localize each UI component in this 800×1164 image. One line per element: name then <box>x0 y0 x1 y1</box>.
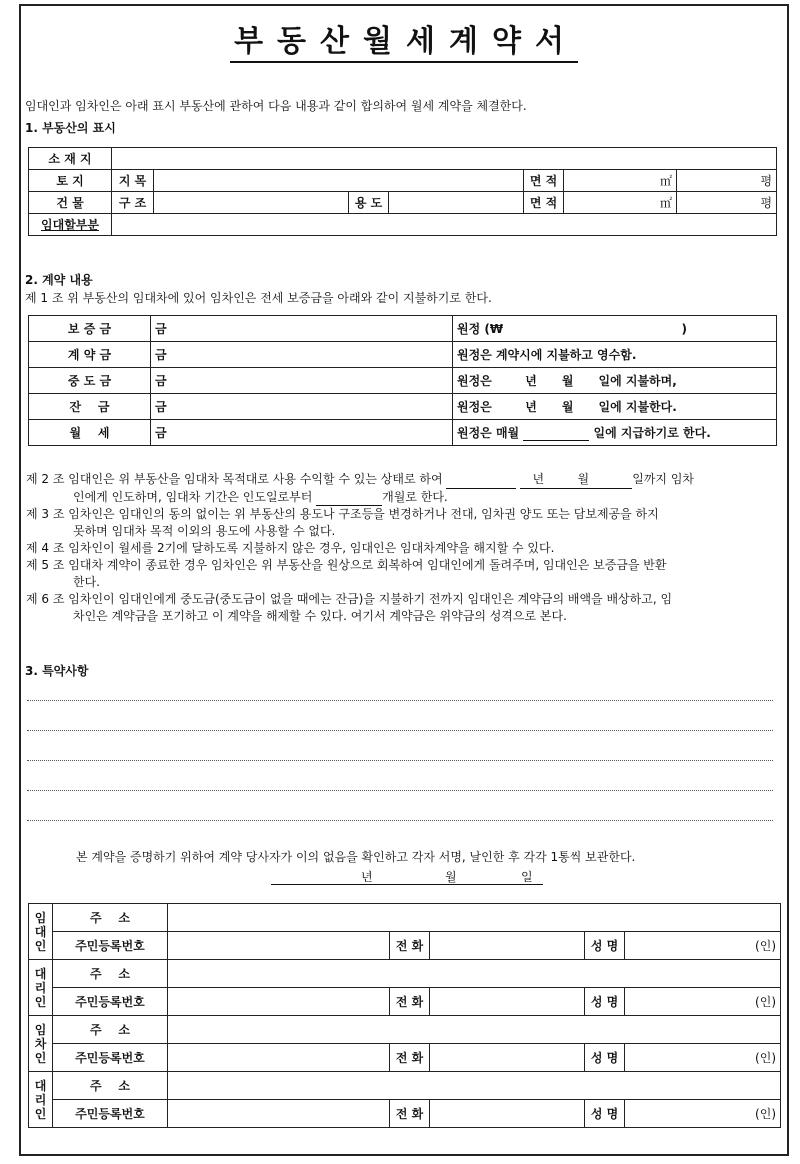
landlord-name-field[interactable]: (인) <box>625 932 781 960</box>
special-terms-line[interactable] <box>27 790 773 791</box>
landlord-agent-address-label: 주 소 <box>53 960 168 988</box>
payment-row <box>29 394 777 420</box>
land-sqm-field[interactable]: ㎡ <box>564 170 677 192</box>
article3-line1: 제 3 조 임차인은 임대인의 동의 없이는 위 부동산의 용도나 구조등을 변경하거나 전대, 임차권 양도 또는 담보제공을 하지 <box>26 507 659 521</box>
article1-text: 제 1 조 위 부동산의 임대차에 있어 임차인은 전세 보증금을 아래와 같이 지불하기로 한다. <box>25 291 492 305</box>
article4-line: 제 4 조 임차인이 월세를 2기에 달하도록 지불하지 않은 경우, 임대인은 임대차계약을 해지할 수 있다. <box>26 541 555 555</box>
special-terms-line[interactable] <box>27 700 773 701</box>
landlord-agent-phone-label: 전 화 <box>390 988 430 1016</box>
use-label: 용 도 <box>349 192 389 214</box>
monthly-rent-amount[interactable]: 금 <box>151 420 453 446</box>
contract-payment-amount[interactable]: 금 <box>151 342 453 368</box>
interim-payment-label: 중 도 금 <box>29 368 151 394</box>
section3-heading: 3. 특약사항 <box>25 664 89 678</box>
monthly-rent-label: 월 세 <box>29 420 151 446</box>
land-area-label: 면 적 <box>524 170 564 192</box>
monthly-rent-note: 원정은 매월 일에 지급하기로 한다. <box>453 420 777 446</box>
article3-line2: 못하며 임대차 목적 이외의 용도에 사용할 수 없다. <box>73 524 336 538</box>
location-label: 소 재 지 <box>29 148 112 170</box>
tenant-address-field[interactable] <box>168 1016 781 1044</box>
tenant-address-label: 주 소 <box>53 1016 168 1044</box>
tenant-phone-field[interactable] <box>430 1044 585 1072</box>
leased-part-field[interactable] <box>112 214 777 236</box>
leased-part-row <box>29 214 777 236</box>
land-row <box>29 170 777 192</box>
building-row <box>29 192 777 214</box>
tenant-agent-id-field[interactable] <box>168 1100 390 1128</box>
payment-table <box>28 315 777 446</box>
tenant-phone-label: 전 화 <box>390 1044 430 1072</box>
location-field[interactable] <box>112 148 777 170</box>
building-sqm-field[interactable]: ㎡ <box>564 192 677 214</box>
payment-row <box>29 342 777 368</box>
payment-row <box>29 316 777 342</box>
tenant-agent-label: 대 리 인 <box>29 1072 53 1128</box>
contract-payment-note: 원정은 계약시에 지불하고 영수함. <box>453 342 777 368</box>
deposit-label: 보 증 금 <box>29 316 151 342</box>
structure-field[interactable] <box>154 192 349 214</box>
tenant-agent-id-label: 주민등록번호 <box>53 1100 168 1128</box>
tenant-id-field[interactable] <box>168 1044 390 1072</box>
closing-statement: 본 계약을 증명하기 위하여 계약 당사자가 이의 없음을 확인하고 각자 서명, 날인한 후 각각 1통씩 보관한다. <box>76 850 636 864</box>
tenant-agent-phone-field[interactable] <box>430 1100 585 1128</box>
tenant-id-label: 주민등록번호 <box>53 1044 168 1072</box>
signer-row <box>29 904 781 932</box>
leased-part-label: 임대할부분 <box>29 214 112 236</box>
section2-heading: 2. 계약 내용 <box>25 273 93 287</box>
tenant-agent-address-label: 주 소 <box>53 1072 168 1100</box>
deposit-note: 원정 (₩ ) <box>453 316 777 342</box>
signature-table <box>28 903 781 1128</box>
special-terms-line[interactable] <box>27 730 773 731</box>
signer-row <box>29 960 781 988</box>
contract-payment-label: 계 약 금 <box>29 342 151 368</box>
landlord-phone-field[interactable] <box>430 932 585 960</box>
structure-label: 구 조 <box>112 192 154 214</box>
deposit-amount[interactable]: 금 <box>151 316 453 342</box>
document-title: 부동산월세계약서 <box>21 16 787 60</box>
landlord-label: 임 대 인 <box>29 904 53 960</box>
landlord-agent-phone-field[interactable] <box>430 988 585 1016</box>
use-field[interactable] <box>389 192 524 214</box>
special-terms-line[interactable] <box>27 820 773 821</box>
landlord-name-label: 성 명 <box>585 932 625 960</box>
signer-row <box>29 1044 781 1072</box>
signer-row <box>29 1016 781 1044</box>
balance-note: 원정은 년 월 일에 지불한다. <box>453 394 777 420</box>
intro-text: 임대인과 임차인은 아래 표시 부동산에 관하여 다음 내용과 같이 합의하여 월세 계약을 체결한다. <box>25 99 527 113</box>
payment-row <box>29 368 777 394</box>
balance-label: 잔 금 <box>29 394 151 420</box>
tenant-agent-name-label: 성 명 <box>585 1100 625 1128</box>
landlord-phone-label: 전 화 <box>390 932 430 960</box>
tenant-agent-address-field[interactable] <box>168 1072 781 1100</box>
building-pyeong-field[interactable]: 평 <box>677 192 777 214</box>
building-label: 건 물 <box>29 192 112 214</box>
interim-payment-note: 원정은 년 월 일에 지불하며, <box>453 368 777 394</box>
land-category-label: 지 목 <box>112 170 154 192</box>
signer-row <box>29 988 781 1016</box>
tenant-agent-name-field[interactable]: (인) <box>625 1100 781 1128</box>
special-terms-line[interactable] <box>27 760 773 761</box>
landlord-agent-id-label: 주민등록번호 <box>53 988 168 1016</box>
signer-row <box>29 932 781 960</box>
location-row <box>29 148 777 170</box>
property-table <box>28 147 777 236</box>
landlord-id-label: 주민등록번호 <box>53 932 168 960</box>
landlord-agent-name-label: 성 명 <box>585 988 625 1016</box>
balance-amount[interactable]: 금 <box>151 394 453 420</box>
article5-line1: 제 5 조 임대차 계약이 종료한 경우 임차인은 위 부동산을 원상으로 회복하여 임대인에게 돌려주며, 임대인은 보증금을 반환 <box>26 558 667 572</box>
tenant-agent-phone-label: 전 화 <box>390 1100 430 1128</box>
article2-line1: 제 2 조 임대인은 위 부동산을 임대차 목적대로 사용 수익할 수 있는 상태로 하여 년 월 일까지 임차 <box>26 471 784 489</box>
article6-line2: 차인은 계약금을 포기하고 이 계약을 해제할 수 있다. 여기서 계약금은 위약금의 성격으로 본다. <box>73 609 567 623</box>
section1-heading: 1. 부동산의 표시 <box>25 121 116 135</box>
article6-line1: 제 6 조 임차인이 임대인에게 중도금(중도금이 없을 때에는 잔금)을 지불하기 전까지 임대인은 계약금의 배액을 배상하고, 임 <box>26 592 673 606</box>
interim-payment-amount[interactable]: 금 <box>151 368 453 394</box>
land-category-field[interactable] <box>154 170 524 192</box>
tenant-name-label: 성 명 <box>585 1044 625 1072</box>
land-label: 토 지 <box>29 170 112 192</box>
signer-row <box>29 1100 781 1128</box>
tenant-label: 임 차 인 <box>29 1016 53 1072</box>
landlord-agent-id-field[interactable] <box>168 988 390 1016</box>
signer-row <box>29 1072 781 1100</box>
payment-row <box>29 420 777 446</box>
land-pyeong-field[interactable]: 평 <box>677 170 777 192</box>
contract-date[interactable]: 년 월 일 <box>271 868 543 885</box>
landlord-agent-address-field[interactable] <box>168 960 781 988</box>
landlord-agent-label: 대 리 인 <box>29 960 53 1016</box>
landlord-address-label: 주 소 <box>53 904 168 932</box>
tenant-name-field[interactable]: (인) <box>625 1044 781 1072</box>
contract-page <box>19 4 789 1156</box>
landlord-id-field[interactable] <box>168 932 390 960</box>
landlord-agent-name-field[interactable]: (인) <box>625 988 781 1016</box>
landlord-address-field[interactable] <box>168 904 781 932</box>
article2-line2: 인에게 인도하며, 임대차 기간은 인도일로부터 개월로 한다. <box>73 490 448 504</box>
building-area-label: 면 적 <box>524 192 564 214</box>
articles <box>26 471 784 625</box>
article5-line2: 한다. <box>73 575 100 589</box>
